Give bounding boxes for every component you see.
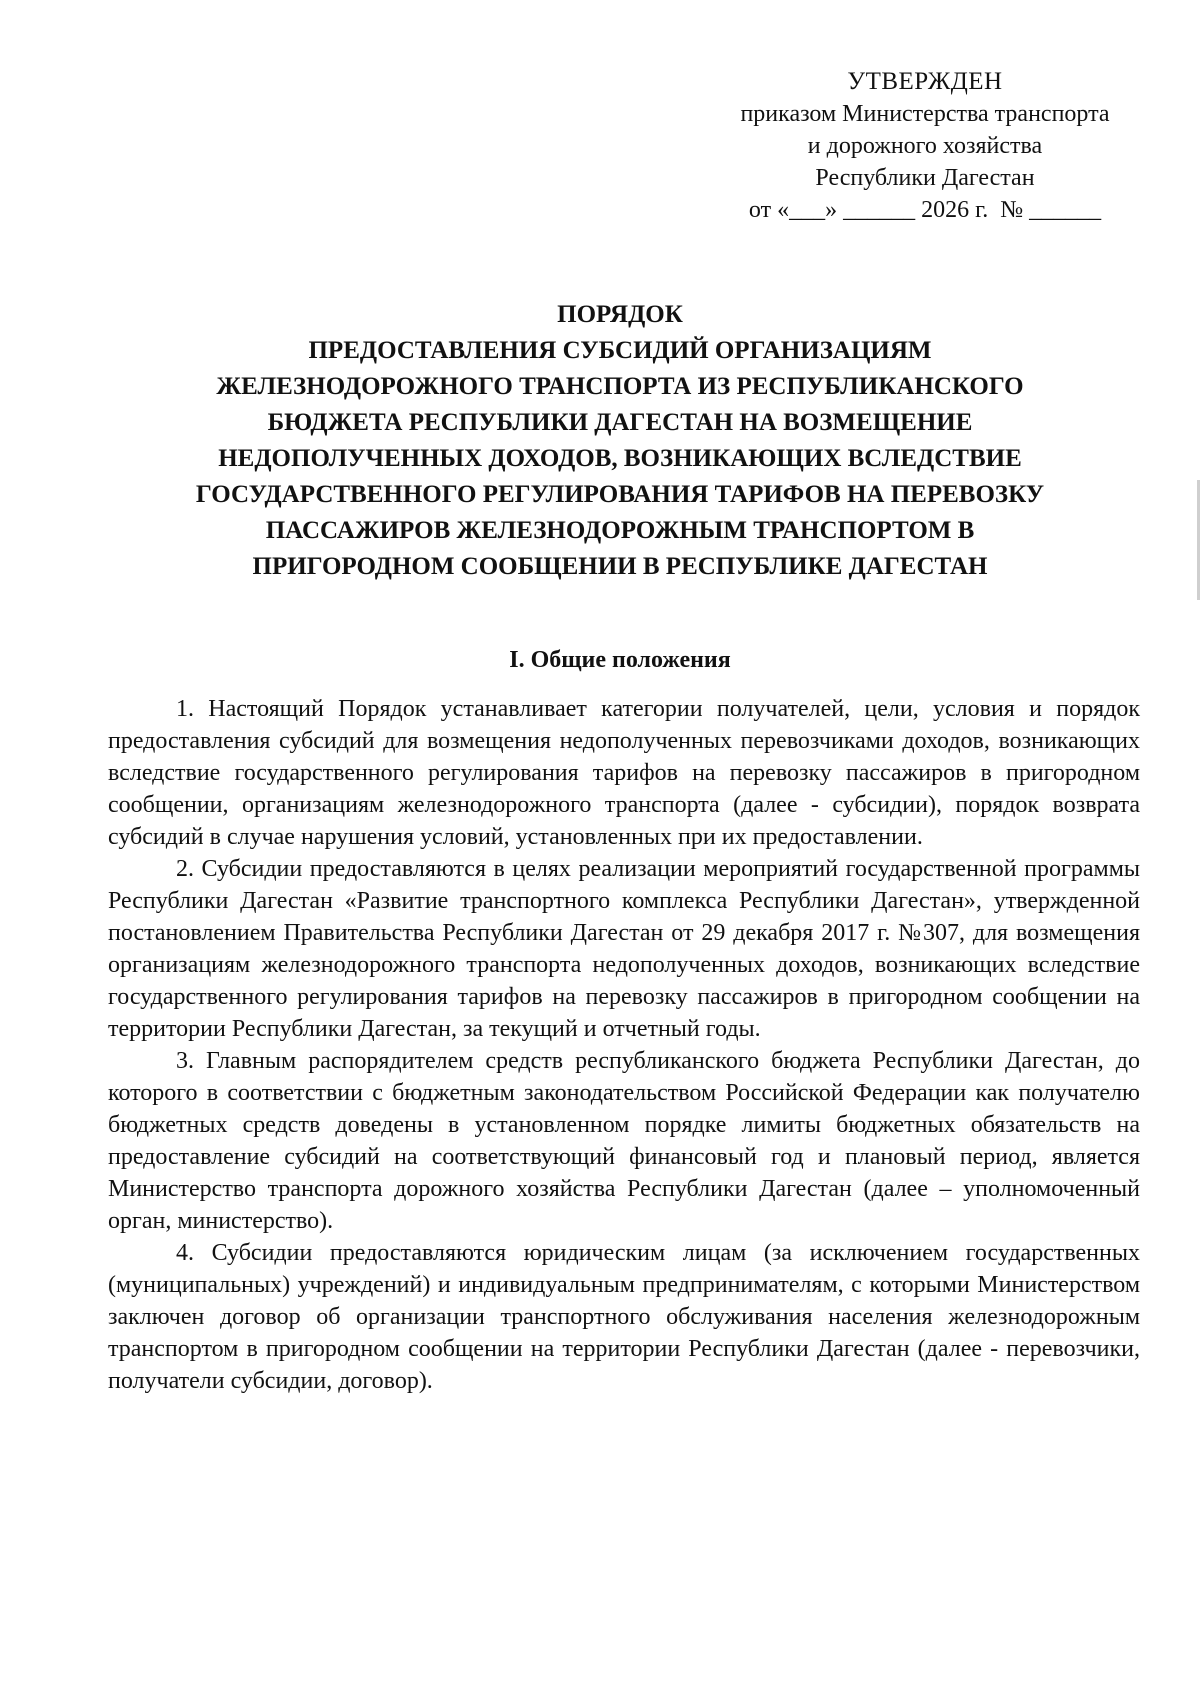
- title-line: ПРИГОРОДНОМ СООБЩЕНИИ В РЕСПУБЛИКЕ ДАГЕСТАН: [252, 553, 988, 580]
- paragraph-1: 1. Настоящий Порядок устанавливает категории получателей, цели, условия и порядок предоставления субсидий для возмещения недополученных перевозчиками доходов, возникающих вследствие государственного регулирования тарифов на перевозку пассажиров в пригородном сообщении, организациям железнодорожного транспорта (далее - субсидии), порядок возврата субсидий в случае нарушения условий, установленных при их предоставлении.: [108, 696, 1140, 850]
- document-title: [160, 297, 1080, 585]
- approval-stamp: [690, 66, 1160, 226]
- title-line: НЕДОПОЛУЧЕННЫХ ДОХОДОВ, ВОЗНИКАЮЩИХ ВСЛЕДСТВИЕ: [218, 445, 1022, 472]
- title-line: ГОСУДАРСТВЕННОГО РЕГУЛИРОВАНИЯ ТАРИФОВ НА ПЕРЕВОЗКУ: [195, 481, 1045, 508]
- title-line: ПАССАЖИРОВ ЖЕЛЕЗНОДОРОЖНЫМ ТРАНСПОРТОМ В: [265, 517, 975, 544]
- title-line: ПОРЯДОК: [557, 301, 683, 328]
- title-line: ЖЕЛЕЗНОДОРОЖНОГО ТРАНСПОРТА ИЗ РЕСПУБЛИКАНСКОГО: [216, 373, 1024, 400]
- approval-line-3: Республики Дагестан: [815, 165, 1035, 191]
- title-line: БЮДЖЕТА РЕСПУБЛИКИ ДАГЕСТАН НА ВОЗМЕЩЕНИЕ: [267, 409, 973, 436]
- approval-date-line: от «___» ______ 2026 г. № ______: [748, 197, 1102, 223]
- paragraph-3: 3. Главным распорядителем средств республиканского бюджета Республики Дагестан, до которого в соответствии с бюджетным законодательством Российской Федерации как получателю бюджетных средств доведены в установленном порядке лимиты бюджетных обязательств на предоставление субсидий на соответствующий финансовый год и плановый период, является Министерство транспорта дорожного хозяйства Республики Дагестан (далее – уполномоченный орган, министерство).: [108, 1048, 1140, 1234]
- section-heading: I. Общие положения: [509, 647, 731, 673]
- title-line: ПРЕДОСТАВЛЕНИЯ СУБСИДИЙ ОРГАНИЗАЦИЯМ: [308, 337, 932, 364]
- paragraph-2: 2. Субсидии предоставляются в целях реализации мероприятий государственной программы Республики Дагестан «Развитие транспортного комплекса Республики Дагестан», утвержденной постановлением Правительства Республики Дагестан от 29 декабря 2017 г. №307, для возмещения организациям железнодорожного транспорта недополученных доходов, возникающих вследствие государственного регулирования тарифов на перевозку пассажиров в пригородном сообщении на территории Республики Дагестан, за текущий и отчетный годы.: [108, 856, 1140, 1042]
- paragraph-4: 4. Субсидии предоставляются юридическим лицам (за исключением государственных (муниципальных) учреждений) и индивидуальным предпринимателям, с которыми Министерством заключен договор об организации транспортного обслуживания населения железнодорожным транспортом в пригородном сообщении на территории Республики Дагестан (далее - перевозчики, получатели субсидии, договор).: [108, 1240, 1140, 1394]
- approval-title: УТВЕРЖДЕН: [847, 68, 1003, 95]
- approval-line-1: приказом Министерства транспорта: [740, 101, 1110, 127]
- document-body: [108, 693, 1140, 1397]
- approval-line-2: и дорожного хозяйства: [807, 133, 1043, 159]
